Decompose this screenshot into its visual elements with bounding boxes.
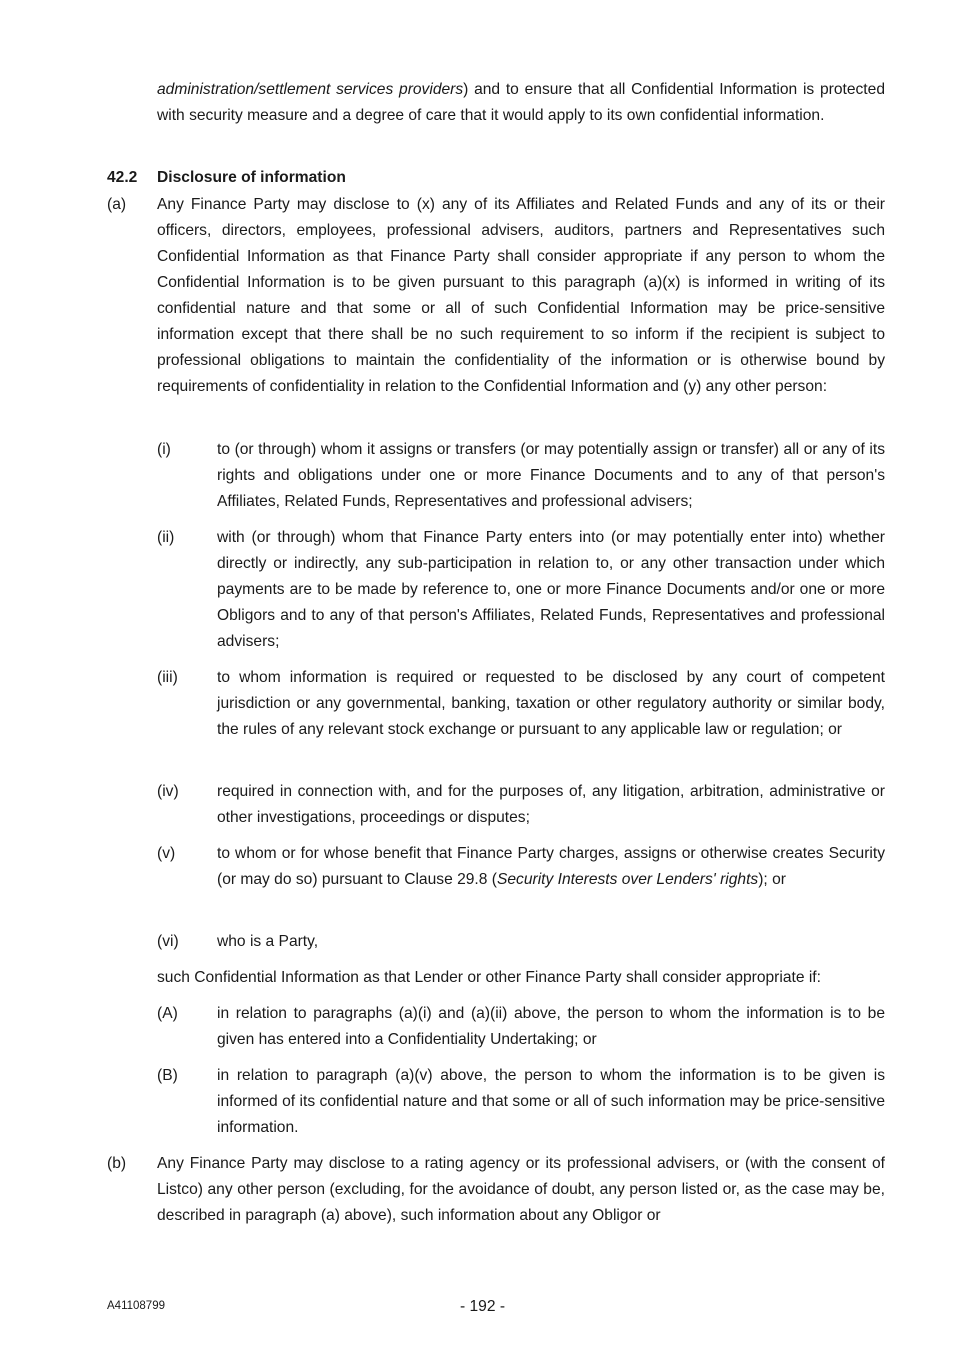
para-a-label: (a) <box>107 196 127 213</box>
condition-label: (A) <box>157 1005 178 1022</box>
para-b-label: (b) <box>107 1155 127 1172</box>
para-a-text: Any Finance Party may disclose to (x) any of its Affiliates and Related Funds and any of its or their officers, directors, employees, professional advisers, auditors, partners and Representatives such Confidential Information as that Finance Party shall consider appropriate if any person to whom the Confidential Information is to be given pursuant to this paragraph (a)(x) is informed in writing of its confidential nature and that some or all of such Confidential Information may be price-sensitive information except that there shall be no such requirement to so inform if the recipient is subject to professional obligations to maintain the confidentiality of the information or is otherwise bound by requirements of confidentiality in relation to the Confidential Information and (y) any other person: <box>157 196 885 395</box>
item-label: (ii) <box>157 529 175 546</box>
item-text: who is a Party, <box>217 933 319 950</box>
item-v-text-before: to whom or for whose benefit that Finance Party charges, assigns or otherwise creates Security (or may do so) pursuant to Clause 29.8 ( <box>217 845 885 888</box>
document-id: A41108799 <box>107 1300 165 1312</box>
section-title: Disclosure of information <box>157 169 346 186</box>
condition-text: in relation to paragraphs (a)(i) and (a)(ii) above, the person to whom the information is to be given has entered into a Confidentiality Undertaking; or <box>217 1005 885 1048</box>
intro-paragraph <box>157 77 885 129</box>
condition-label: (B) <box>157 1067 178 1084</box>
item-v-italic: Security Interests over Lenders' rights <box>496 871 759 888</box>
condition-text: in relation to paragraph (a)(v) above, the person to whom the information is to be given is informed of its confidential nature and that some or all of such information may be price-sensitive information. <box>217 1067 885 1136</box>
such-clause: such Confidential Information as that Lender or other Finance Party shall consider appropriate if: <box>157 969 821 986</box>
item-text <box>217 841 885 893</box>
item-text: to (or through) whom it assigns or transfers (or may potentially assign or transfer) all or any of its rights and obligations under one or more Finance Documents and to any of that person's Affiliates, Related Funds, Representatives and professional advisers; <box>217 441 885 510</box>
item-text: required in connection with, and for the purposes of, any litigation, arbitration, administrative or other investigations, proceedings or disputes; <box>217 783 885 826</box>
page-number: - 192 - <box>459 1298 506 1315</box>
intro-italic: administration/settlement services providers <box>157 81 464 98</box>
intro-text: ) and to ensure that all Confidential Information is protected with security measure and a degree of care that it would apply to its own confidential information. <box>157 81 885 124</box>
item-label: (iii) <box>157 669 178 686</box>
item-label: (v) <box>157 845 176 862</box>
section-number: 42.2 <box>107 169 138 186</box>
item-text: with (or through) whom that Finance Party enters into (or may potentially enter into) whether directly or indirectly, any sub-participation in relation to, or any other transaction under which payments are to be made by reference to, one or more Finance Documents and/or one or more Obligors and to any of that person's Affiliates, Related Funds, Representatives and professional advisers; <box>217 529 885 650</box>
item-label: (vi) <box>157 933 179 950</box>
item-label: (i) <box>157 441 171 458</box>
item-text: to whom information is required or requested to be disclosed by any court of competent jurisdiction or any governmental, banking, taxation or other regulatory authority or similar body, the rules of any relevant stock exchange or pursuant to any applicable law or regulation; or <box>217 669 885 738</box>
para-b-text: Any Finance Party may disclose to a rating agency or its professional advisers, or (with the consent of Listco) any other person (excluding, for the avoidance of doubt, any person listed or, as the case may be, described in paragraph (a) above), such information about any Obligor or <box>157 1155 885 1224</box>
item-v-text-after: ); or <box>758 871 786 888</box>
item-label: (iv) <box>157 783 179 800</box>
